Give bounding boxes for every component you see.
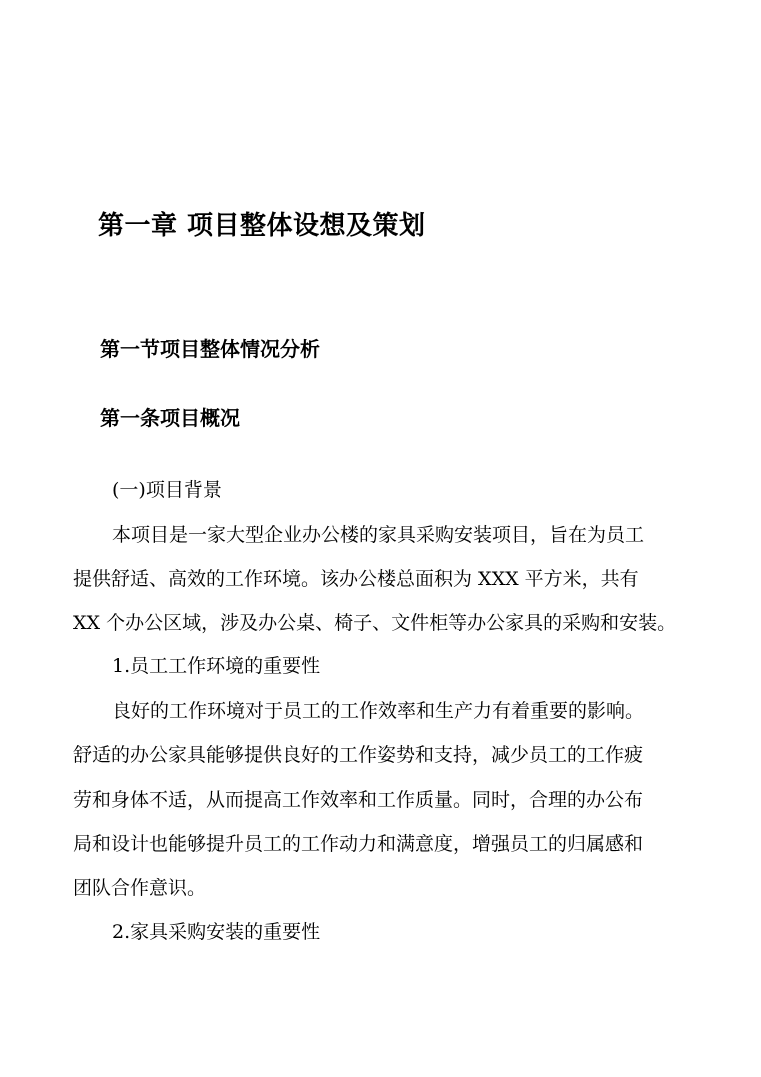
numbered-heading-work-environment: 1.员工工作环境的重要性 bbox=[112, 655, 321, 677]
paragraph-line: 良好的工作环境对于员工的工作效率和生产力有着重要的影响。 bbox=[112, 700, 645, 722]
subsection-heading-background: (一)项目背景 bbox=[112, 479, 222, 501]
numbered-heading-furniture-procurement: 2.家具采购安装的重要性 bbox=[112, 921, 321, 943]
chapter-title: 第一章 项目整体设想及策划 bbox=[98, 211, 426, 241]
paragraph-line: XX 个办公区域，涉及办公桌、椅子、文件柜等办公家具的采购和安装。 bbox=[73, 612, 677, 634]
paragraph-line: 团队合作意识。 bbox=[73, 877, 207, 899]
paragraph-line: 局和设计也能够提升员工的工作动力和满意度，增强员工的归属感和 bbox=[73, 833, 644, 855]
paragraph-line: 劳和身体不适，从而提高工作效率和工作质量。同时，合理的办公布 bbox=[73, 789, 644, 811]
paragraph-line: 提供舒适、高效的工作环境。该办公楼总面积为 XXX 平方米，共有 bbox=[73, 568, 639, 590]
article-title: 第一条项目概况 bbox=[100, 406, 240, 430]
section-title: 第一节项目整体情况分析 bbox=[100, 337, 320, 361]
paragraph-line: 本项目是一家大型企业办公楼的家具采购安装项目，旨在为员工 bbox=[112, 524, 645, 546]
paragraph-line: 舒适的办公家具能够提供良好的工作姿势和支持，减少员工的工作疲 bbox=[73, 744, 644, 766]
